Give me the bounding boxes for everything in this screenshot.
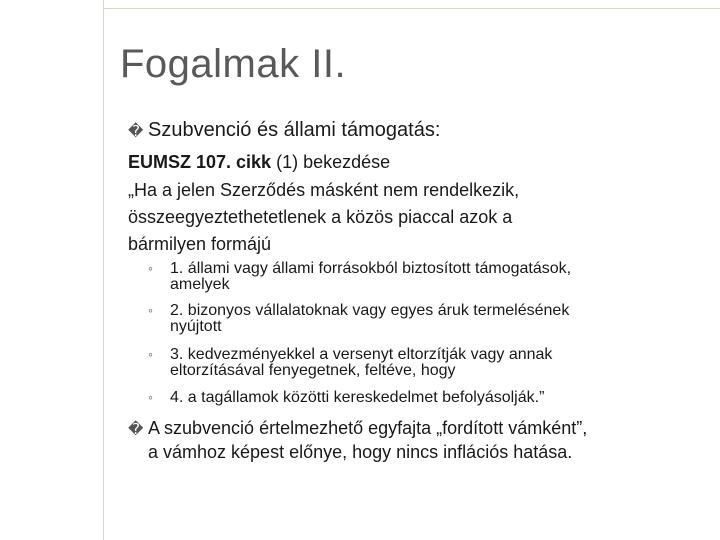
sub-item-continuation: nyújtott xyxy=(170,318,222,335)
treaty-reference: EUMSZ 107. cikk xyxy=(128,152,272,172)
intro-line xyxy=(128,150,390,174)
sub-list-item xyxy=(148,302,569,319)
quote-line: bármilyen formájú xyxy=(128,234,272,254)
square-bullet-icon: � xyxy=(128,420,144,438)
sub-item-text: 3. kedvezményekkel a versenyt eltorzítják vagy annak xyxy=(170,346,553,363)
decorative-horizontal-rule xyxy=(103,8,720,9)
quote-line: „Ha a jelen Szerződés másként nem rendelkezik, xyxy=(128,180,520,200)
square-bullet-icon: � xyxy=(128,122,144,140)
sub-item-continuation: eltorzításával fenyegetnek, feltéve, hogy xyxy=(170,362,456,379)
sub-list-item xyxy=(148,389,544,406)
sub-item-continuation: amelyek xyxy=(170,276,230,293)
ring-bullet-icon: ◦ xyxy=(148,260,153,276)
decorative-vertical-rule xyxy=(103,0,104,540)
heading-text: Szubvenció és állami támogatás: xyxy=(148,119,441,141)
sub-item-text: 4. a tagállamok közötti kereskedelmet befolyásolják.” xyxy=(170,389,545,406)
sub-item-text: 1. állami vagy állami forrásokból biztosított támogatások, xyxy=(170,260,572,277)
final-bullet-item xyxy=(128,416,587,441)
quote-line: összeegyeztethetetlenek a közös piaccal azok a xyxy=(128,207,513,227)
ring-bullet-icon: ◦ xyxy=(148,302,153,318)
sub-list-item xyxy=(148,346,552,363)
paragraph-reference: (1) bekezdése xyxy=(271,152,391,172)
sub-list-item xyxy=(148,260,571,277)
sub-item-text: 2. bizonyos vállalatoknak vagy egyes áruk termelésének xyxy=(170,302,570,319)
ring-bullet-icon: ◦ xyxy=(148,389,153,405)
slide-title: Fogalmak II. xyxy=(120,42,347,86)
heading-bullet-item xyxy=(128,119,440,142)
ring-bullet-icon: ◦ xyxy=(148,346,153,362)
final-text-line: a vámhoz képest előnye, hogy nincs inflációs hatása. xyxy=(148,442,573,462)
final-text-line: A szubvenció értelmezhető egyfajta „fordított vámként”, xyxy=(148,418,588,438)
